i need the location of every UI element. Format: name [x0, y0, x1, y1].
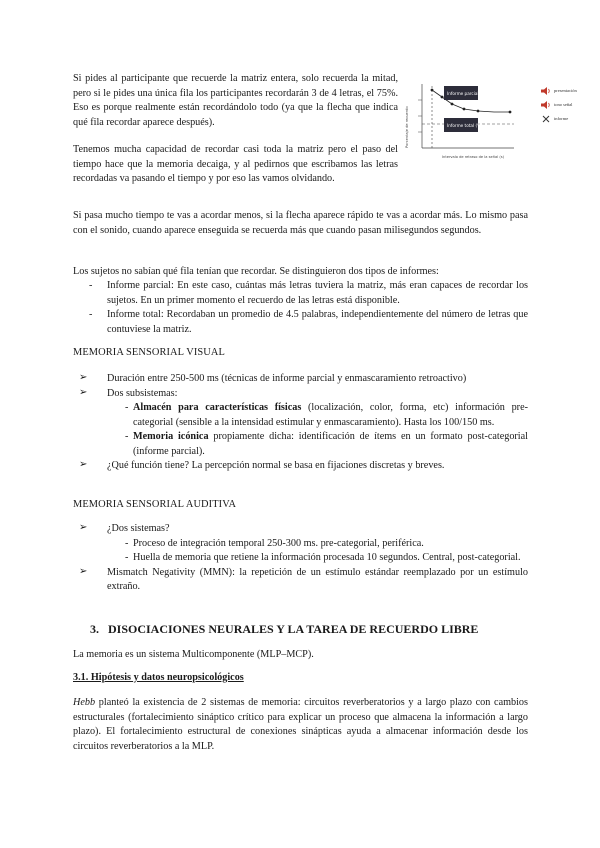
list-item: ➢ Dos subsistemas: - Almacén para características físicas (localización, color, forma, etc) información pre-categorial (sensible a la intensidad estimular y enmascaramiento). Hasta los 100/150 ms. - Memoria icónica propiamente dicha: identificación de ítems en un formato post-categorial (informe parcial). — [73, 387, 528, 460]
list-item: - Almacén para características físicas (localización, color, forma, etc) información pre-categorial (sensible a la intensidad estimular y enmascaramiento). Hasta los 100/150 ms. — [125, 402, 528, 428]
curve-point — [509, 111, 512, 114]
list-item: ➢ ¿Qué función tiene? La percepción normal se basa en fijaciones discretas y breves. — [79, 459, 445, 471]
legend-item-tone — [539, 98, 597, 112]
visual-memory-list — [73, 372, 528, 474]
section-title: DISOCIACIONES NEURALES Y LA TAREA DE RECUERDO LIBRE — [108, 622, 479, 636]
list-item: - Proceso de integración temporal 250-300 ms. pre-categorial, periférica. — [125, 537, 424, 549]
legend-item-presentation — [539, 84, 597, 98]
auditory-systems-list — [107, 537, 528, 566]
legend-label: informe — [554, 116, 569, 121]
subsection-3-1-heading: 3.1. Hipótesis y datos neuropsicológicos — [73, 672, 244, 683]
legend-label: presentación — [554, 88, 577, 93]
list-item: - Memoria icónica propiamente dicha: identificación de ítems en un formato post-categorial (informe parcial). — [125, 431, 528, 457]
total-report-box-label: Informe total (%) — [447, 123, 483, 128]
speaker-icon — [541, 101, 551, 109]
section-number: 3. — [90, 622, 99, 636]
graph-legend — [539, 84, 597, 126]
paragraph-hebb: Hebb planteó la existencia de 2 sistemas de memoria: circuitos reverberatorios y a largo plazo con cambios estructurales (fortalecimiento sináptico crítico para explicar un proceso que almacena la información a largo plazo). El fortalecimiento estructural de conexiones sinápticas ayuda a almacenar información desde los circuitos reverberatorios a la MLP. — [73, 697, 528, 752]
section-3-heading — [90, 622, 478, 637]
curve-point — [441, 96, 444, 99]
graph-svg — [402, 78, 518, 168]
curve-point — [431, 89, 434, 92]
heading-auditory-memory: MEMORIA SENSORIAL AUDITIVA — [73, 499, 237, 510]
intro-paragraph-2: Tenemos mucha capacidad de recordar casi toda la matriz pero el paso del tiempo hace que la memoria decaiga, y al pedirnos que escribamos las letras recordadas va pasando el tiempo y por eso las vamos olvidando. — [73, 144, 398, 184]
auditory-memory-list — [73, 522, 528, 595]
paragraph-time-effect: Si pasa mucho tiempo te vas a acordar menos, si la flecha aparece rápido te vas a acordar más. Lo mismo pasa con el sonido, cuando aparece enseguida se recuerda más que cuando pasan milisegundos segundos. — [73, 210, 528, 236]
legend-label: tono señal — [554, 102, 573, 107]
paragraph-report-types: Los sujetos no sabían qué fila tenían que recordar. Se distinguieron dos tipos de informes: — [73, 266, 439, 277]
cross-icon — [541, 115, 551, 123]
legend-item-report — [539, 112, 597, 126]
hebb-name: Hebb — [73, 697, 96, 708]
visual-subsystems-list — [107, 401, 528, 459]
curve-point — [477, 110, 480, 113]
list-item: ➢ Mismatch Negativity (MMN): la repetición de un estímulo estándar reemplazado por un estímulo extraño. — [79, 565, 528, 592]
paragraph-multicomponent: La memoria es un sistema Multicomponente (MLP–MCP). — [73, 649, 314, 660]
heading-visual-memory: MEMORIA SENSORIAL VISUAL — [73, 347, 225, 358]
partial-report-box-label: Informe parcial (%) — [447, 91, 488, 96]
list-item: - Huella de memoria que retiene la información procesada 10 segundos. Central, post-categorial. — [125, 552, 521, 563]
list-item: ➢ Duración entre 250-500 ms (técnicas de informe parcial y enmascaramiento retroactivo) — [79, 372, 467, 384]
report-types-list — [73, 279, 528, 337]
curve-point — [451, 103, 454, 106]
graph-x-label: Intervalo de retraso de la señal (s) — [442, 155, 505, 159]
graph-y-label: Porcentaje de recuerdo — [405, 106, 409, 148]
curve-point — [463, 108, 466, 111]
list-item: - Informe total: Recordaban un promedio de 4.5 palabras, independientemente del número de letras que contuviese la matriz. — [89, 309, 528, 335]
partial-report-graph — [402, 78, 518, 168]
list-item: ➢ ¿Dos sistemas? - Proceso de integración temporal 250-300 ms. pre-categorial, periférica. - Huella de memoria que retiene la información procesada 10 segundos. Central, post-categorial. — [73, 522, 528, 566]
speaker-icon — [541, 87, 551, 95]
list-item: - Informe parcial: En este caso, cuántas más letras tuviera la matriz, más eran capaces de recordar los sujetos. En un primer momento el recuerdo de las letras está disponible. — [89, 280, 528, 306]
intro-paragraph-1: Si pides al participante que recuerde la matriz entera, solo recuerda la mitad, pero si le pides una única fila los participantes recordarán 3 de 4 letras, el 75%. Eso es porque realmente están recordándolo todo (ya que la flecha que indica qué fila recordar aparece después). — [73, 73, 398, 128]
